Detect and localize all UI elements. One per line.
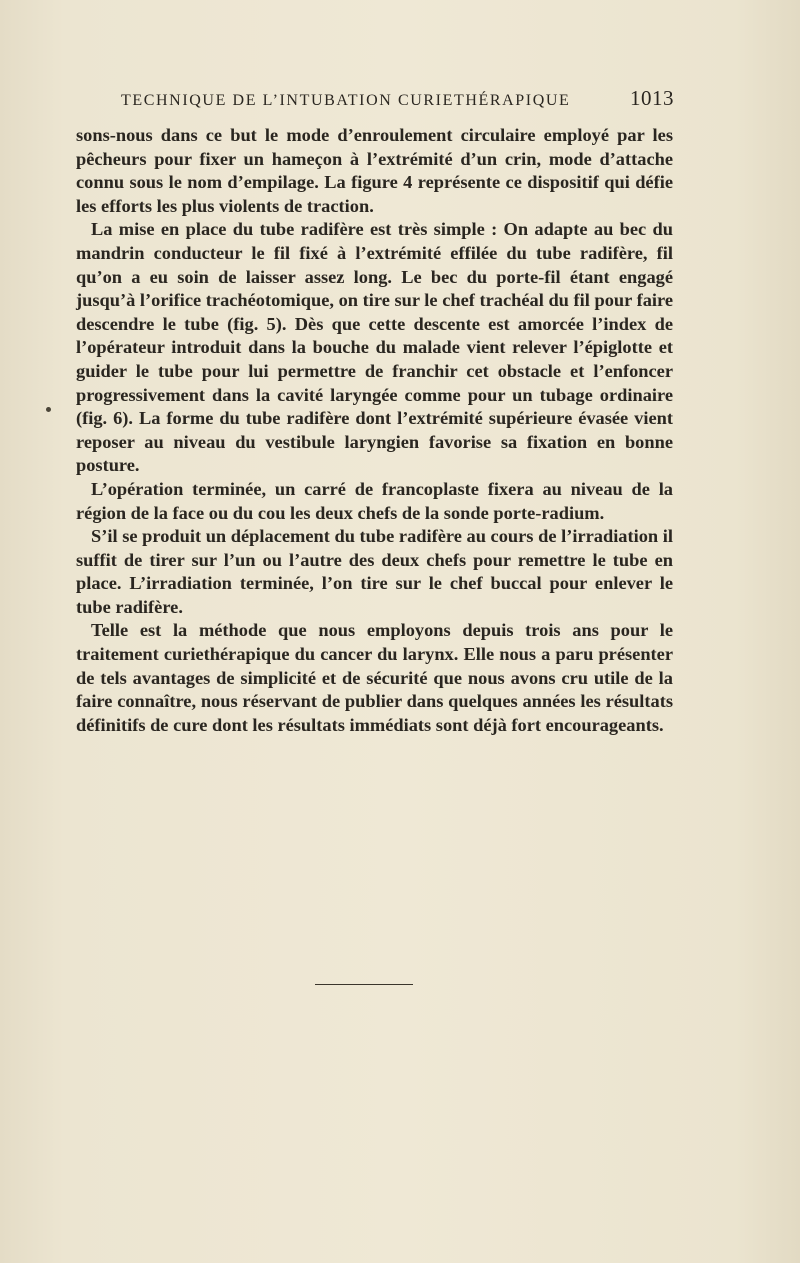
paragraph: Telle est la méthode que nous employons depuis trois ans pour le traitement curiethérapique du cancer du larynx. Elle nous a paru présenter de tels avantages de simplicité et de sécurité que nous avons cru utile de la faire connaître, nous réservant de publier dans quelques années les résultats définitifs de cure dont les résultats immédiats sont déjà fort encourageants. — [76, 620, 673, 735]
margin-mark — [46, 407, 51, 412]
paragraph: L’opération terminée, un carré de francoplaste fixera au niveau de la région de la face ou du cou les deux chefs de la sonde porte-radium. — [76, 478, 673, 523]
page-header — [121, 86, 674, 111]
body-text — [76, 124, 673, 737]
end-rule — [315, 984, 413, 985]
paragraph: La mise en place du tube radifère est très simple : On adapte au bec du mandrin conducteur le fil fixé à l’extrémité effilée du tube radifère, fil qu’on a eu soin de laisser assez long. Le bec du porte-fil étant engagé jusqu’à l’orifice trachéotomique, on tire sur le chef trachéal du fil pour faire descendre le tube (fig. 5). Dès que cette descente est amorcée l’index de l’opérateur introduit dans la bouche du malade vient relever l’épiglotte et guider le tube pour lui permettre de franchir cet obstacle et l’enfoncer progressivement dans la cavité laryngée comme pour un tubage ordinaire (fig. 6). La forme du tube radifère dont l’extrémité supérieure évasée vient reposer au niveau du vestibule laryngien favorise sa fixation en bonne posture. — [76, 219, 673, 476]
paragraph: sons-nous dans ce but le mode d’enroulement circulaire employé par les pêcheurs pour fixer un hameçon à l’extrémité d’un crin, mode d’attache connu sous le nom d’empilage. La figure 4 représente ce dispositif qui défie les efforts les plus violents de traction. — [76, 125, 673, 216]
running-title: TECHNIQUE DE L’INTUBATION CURIETHÉRAPIQUE — [121, 92, 571, 109]
page-number: 1013 — [630, 86, 674, 110]
paragraph: S’il se produit un déplacement du tube radifère au cours de l’irradiation il suffit de tirer sur l’un ou l’autre des deux chefs pour remettre le tube en place. L’irradiation terminée, l’on tire sur le chef buccal pour enlever le tube radifère. — [76, 526, 673, 617]
